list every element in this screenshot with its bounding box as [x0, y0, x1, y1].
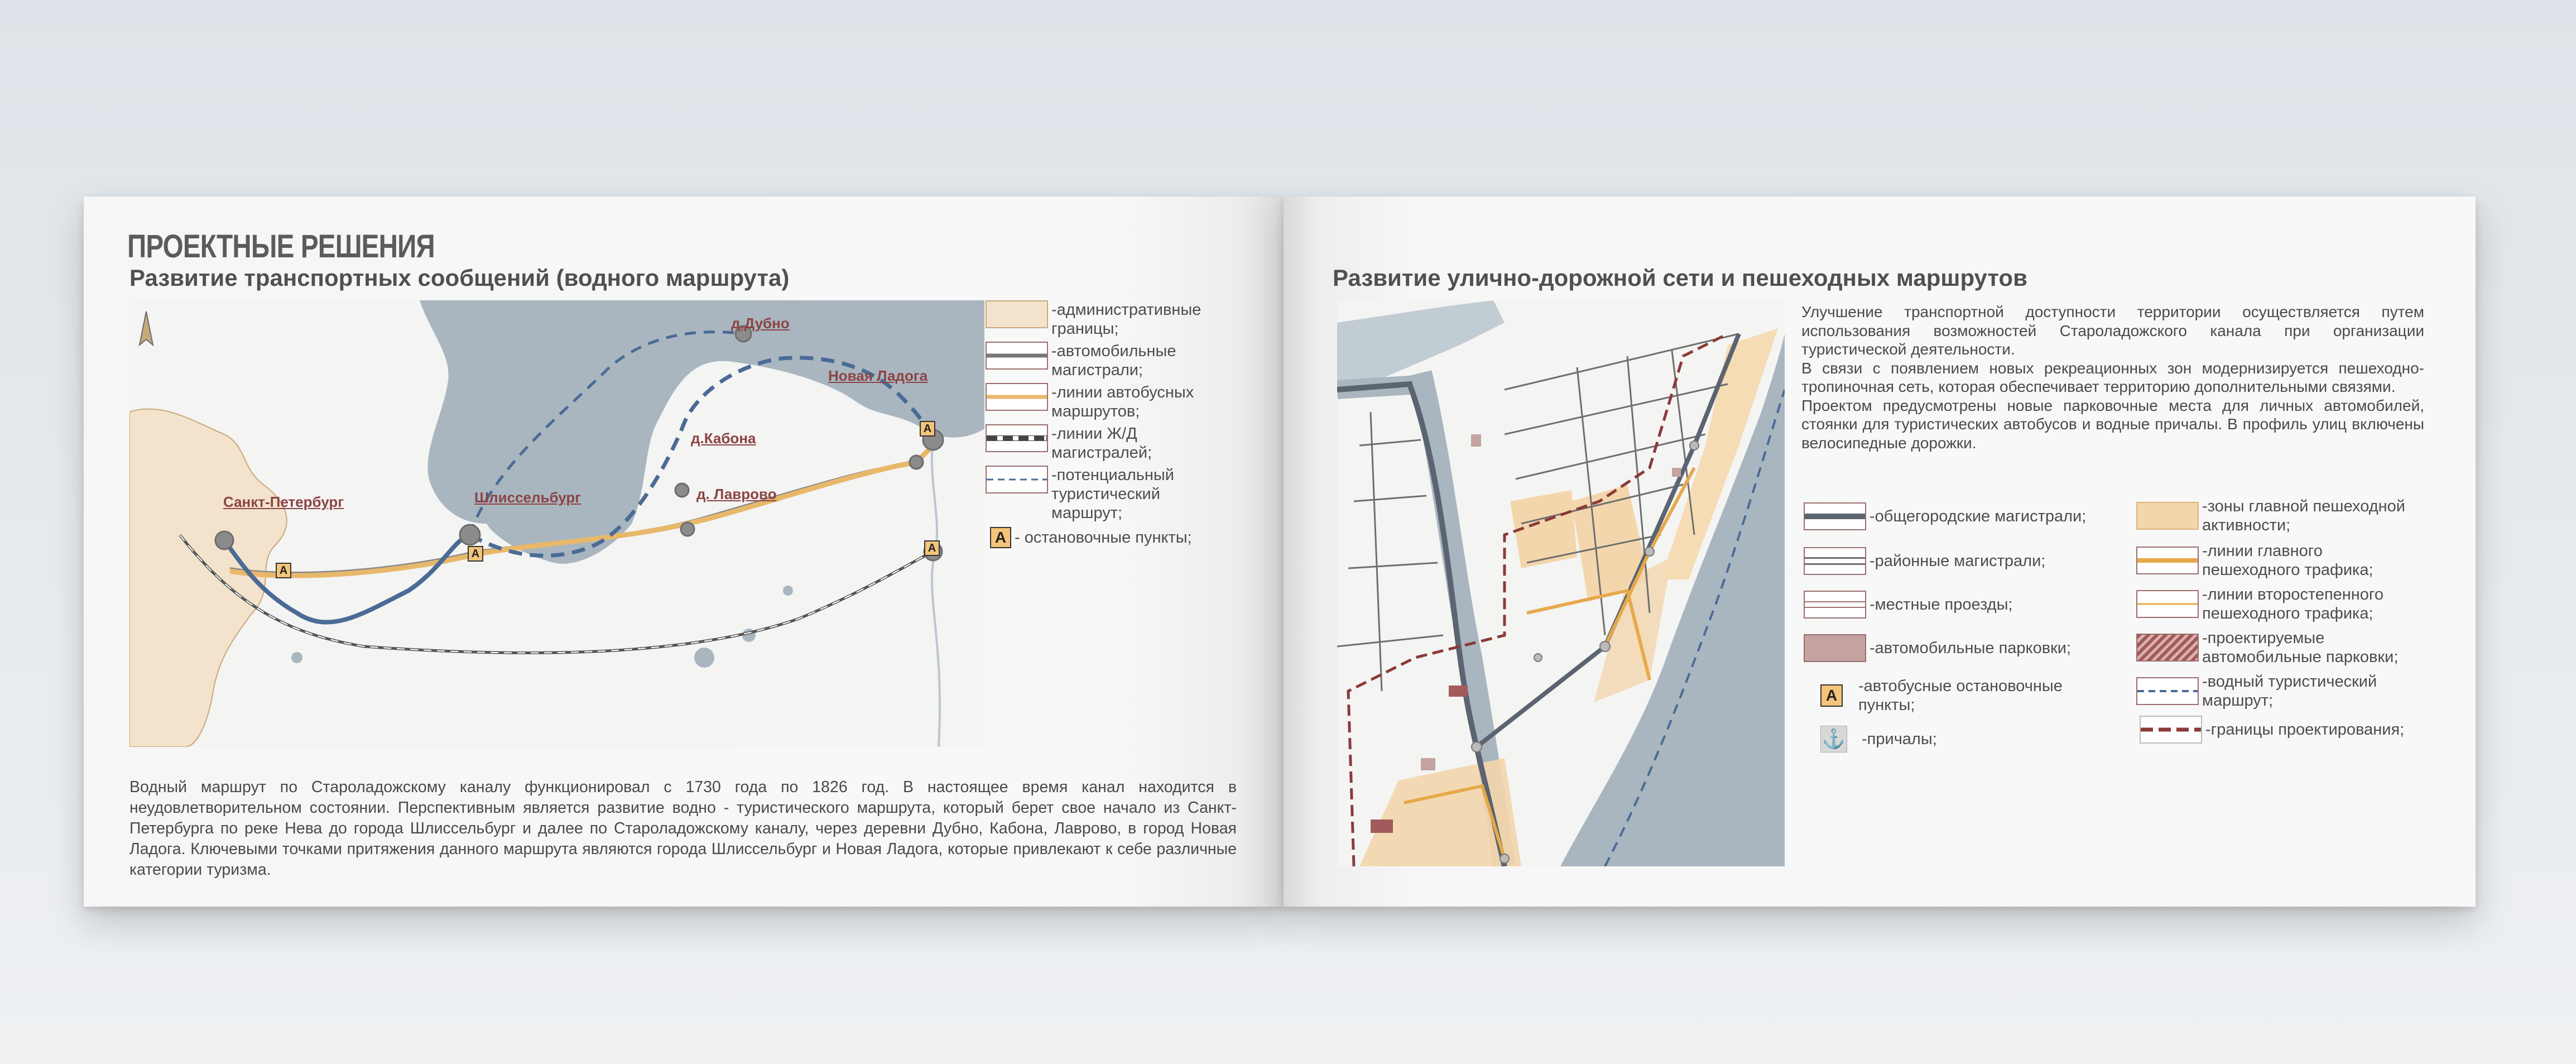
- stop-a-icon: А: [990, 527, 1011, 548]
- town-map: [1337, 300, 1785, 866]
- legend-secondary-pedestrian: -линии второстепенного пешеходного трафика;: [2136, 585, 2449, 623]
- label-kabona: д.Кабона: [691, 430, 756, 447]
- label-shlisselburg: Шлиссельбург: [474, 489, 581, 506]
- legend-item-bus: -линии автобусных маршрутов;: [986, 383, 1242, 421]
- label-dubno: д.Дубно: [731, 315, 790, 332]
- legend-main-pedestrian: -линии главного пешеходного трафика;: [2136, 541, 2449, 579]
- bus-stop-a-icon: А: [1820, 684, 1843, 707]
- right-page: [1284, 196, 2476, 907]
- map-stop-marker: А: [276, 563, 291, 578]
- left-subtitle: Развитие транспортных сообщений (водного маршрута): [129, 265, 790, 291]
- legend-project-boundary: -границы проектирования;: [2140, 716, 2463, 744]
- admin-fill-icon: [986, 300, 1048, 328]
- legend-item-admin: -административные границы;: [986, 300, 1242, 338]
- local-road-line-icon: [1804, 591, 1866, 619]
- label-spb: Санкт-Петербург: [223, 493, 344, 510]
- hatched-parking-icon: [2136, 634, 2199, 662]
- water-route-line-icon: [2136, 677, 2199, 705]
- map-stop-marker: А: [468, 546, 483, 562]
- dashed-route-icon: [986, 466, 1048, 493]
- legend-district-highways: -районные магистрали;: [1804, 547, 2138, 575]
- regional-map: [129, 300, 984, 747]
- legend-piers: ⚓ -причалы;: [1820, 726, 2133, 753]
- map-stop-marker: А: [920, 421, 935, 437]
- city-highway-line-icon: [1804, 502, 1866, 530]
- legend-water-route: -водный туристический маршрут;: [2136, 672, 2449, 710]
- legend-planned-parkings: -проектируемые автомобильные парковки;: [2136, 629, 2449, 667]
- district-highway-line-icon: [1804, 547, 1866, 575]
- anchor-icon: ⚓: [1820, 726, 1847, 753]
- map-stop-marker: А: [924, 540, 940, 556]
- left-page: [84, 196, 1284, 907]
- legend-item-railway: -линии Ж/Д магистралей;: [986, 424, 1242, 462]
- parking-fill-icon: [1804, 634, 1866, 662]
- legend-item-stops: А - остановочные пункты;: [990, 527, 1247, 548]
- label-novaya-ladoga: Новая Ладога: [828, 367, 928, 384]
- legend-pedestrian-zones: -зоны главной пешеходной активности;: [2136, 497, 2449, 535]
- secondary-pedestrian-line-icon: [2136, 590, 2199, 618]
- right-subtitle: Развитие улично-дорожной сети и пешеходных маршрутов: [1333, 265, 2027, 291]
- bus-route-line-icon: [986, 383, 1048, 411]
- pedestrian-zone-fill-icon: [2136, 502, 2199, 530]
- section-title: ПРОЕКТНЫЕ РЕШЕНИЯ: [127, 228, 435, 265]
- highway-line-icon: [986, 342, 1048, 370]
- town-map-graphic: [1337, 300, 1785, 866]
- legend-parkings: -автомобильные парковки;: [1804, 634, 2138, 662]
- left-body-text: Водный маршрут по Староладожскому каналу функционировал с 1730 года по 1826 год. В настоящее время канал находится в неудовлетворительном состоянии. Перспективным является развитие водно - туристического маршрута, который берет свое начало из Санкт-Петербурга по реке Нева до города Шлиссельбург и далее по Староладожскому каналу, через деревни Дубно, Кабона, Лаврово, в город Новая Ладога. Ключевыми точками притяжения данного маршрута являются города Шлиссельбург и Новая Ладога, которые привлекают к себе различные категории туризма.: [129, 778, 1237, 879]
- legend-bus-stops: А -автобусные остановочные пункты;: [1820, 677, 2133, 715]
- boundary-line-icon: [2140, 716, 2202, 744]
- railway-line-icon: [986, 424, 1048, 452]
- legend-item-tourist-route: -потенциальный туристический маршрут;: [986, 466, 1242, 523]
- label-lavrovo: д. Лаврово: [696, 486, 777, 502]
- right-body-text: Улучшение транспортной доступности территории осуществляется путем использования возможностей Староладожского канала при организации туристической деятельности. В связи с появлением новых рекреационных зон модернизируется пешеходно-тропиночная сеть, которая обеспечивает территорию дополнительными связями. Проектом предусмотрены новые парковочные места для личных автомобилей, стоянки для туристических автобусов и водные причалы. В профиль улиц включены велосипедные дорожки.: [1801, 303, 2424, 452]
- main-pedestrian-line-icon: [2136, 547, 2199, 574]
- legend-city-highways: -общегородские магистрали;: [1804, 502, 2138, 530]
- legend-local-roads: -местные проезды;: [1804, 591, 2138, 619]
- legend-item-highway: -автомобильные магистрали;: [986, 342, 1242, 380]
